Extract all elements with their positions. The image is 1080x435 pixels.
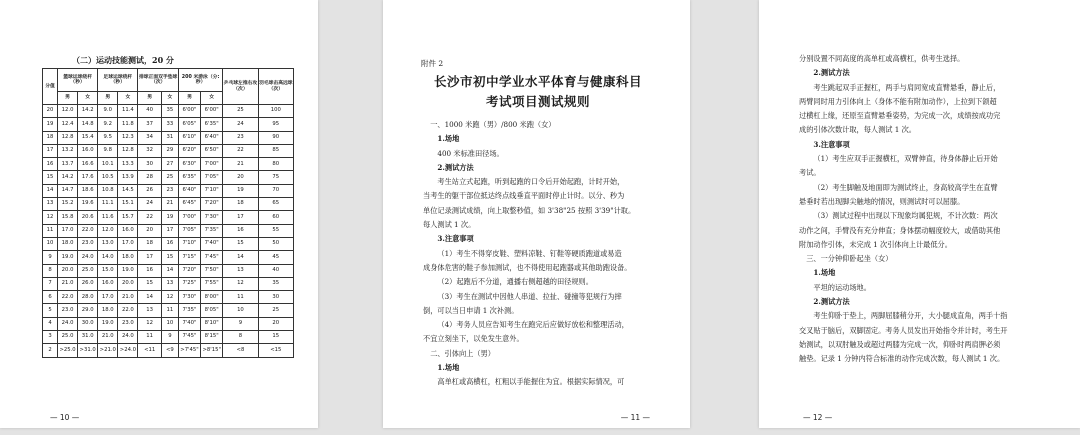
page-10 — [0, 0, 318, 428]
table-cell: 17 — [223, 211, 258, 224]
table-cell: 8 — [223, 331, 258, 344]
section-heading: 2.测试方法 — [813, 297, 850, 307]
table-cell: 15.8 — [58, 211, 78, 224]
text-line: 每人测试 1 次。 — [423, 220, 476, 230]
section-heading: 1.场地 — [437, 363, 460, 373]
table-cell: 7'00" — [201, 158, 223, 171]
header-male: 男 — [138, 92, 161, 105]
table-row — [43, 331, 294, 344]
table-cell: 80 — [258, 158, 293, 171]
table-cell: 24.0 — [78, 251, 98, 264]
text-line: （2）考生脚触及地面即为测试终止，身高较高学生在直臂 — [813, 182, 998, 192]
table-cell: 18.0 — [98, 304, 118, 317]
table-cell: 31 — [161, 131, 178, 144]
table-cell: 7'00" — [178, 211, 200, 224]
table-cell: 20 — [258, 317, 293, 330]
section-heading: 3.注意事项 — [813, 139, 850, 149]
header-volleyball: 排球正面双手垫球（次） — [138, 69, 178, 92]
table-cell: 60 — [258, 211, 293, 224]
score-cell: 15 — [43, 171, 58, 184]
table-cell: 7'45" — [201, 251, 223, 264]
table-cell: 6'35" — [178, 171, 200, 184]
section-heading: 2.测试方法 — [437, 162, 474, 172]
table-cell: 13.9 — [118, 171, 138, 184]
table-cell: 24 — [138, 198, 161, 211]
table-row — [43, 344, 294, 357]
table-cell: 12.0 — [98, 224, 118, 237]
table-cell: 22.0 — [118, 304, 138, 317]
score-cell: 10 — [43, 237, 58, 250]
table-cell: 7'10" — [201, 184, 223, 197]
text-line: （2）起跑后不分道，通播右侧超越的田径规则。 — [437, 277, 593, 287]
text-line: 不宜立刻坐下，以免发生意外。 — [423, 334, 524, 344]
table-cell: 13 — [161, 277, 178, 290]
table-cell: 16 — [223, 224, 258, 237]
table-cell: 30 — [138, 158, 161, 171]
text-line: 高单杠或高横杠，杠粗以手能握住为宜。根据实际情况，可 — [437, 377, 625, 387]
page-11 — [383, 0, 690, 428]
text-line: 考生站立式起跑，听到起跑的口令后开始起跑，计时开始， — [437, 177, 625, 187]
table-cell: 16 — [138, 264, 161, 277]
table-cell: 9 — [161, 331, 178, 344]
table-row — [43, 105, 294, 118]
table-row — [43, 211, 294, 224]
table-cell: 8'05" — [201, 304, 223, 317]
table-cell: 10.5 — [98, 171, 118, 184]
table-row — [43, 171, 294, 184]
table-cell: 9.0 — [98, 105, 118, 118]
table-cell: 8'00" — [201, 291, 223, 304]
table-cell: 12 — [161, 291, 178, 304]
table-cell: 11 — [223, 291, 258, 304]
score-cell: 3 — [43, 331, 58, 344]
table-cell: 19.6 — [78, 198, 98, 211]
table-cell: 12 — [138, 317, 161, 330]
table-cell: 70 — [258, 184, 293, 197]
table-cell: 25 — [161, 171, 178, 184]
score-cell: 9 — [43, 251, 58, 264]
table-cell: 45 — [258, 251, 293, 264]
table-cell: <15 — [258, 344, 293, 357]
text-line: 触垫。记录 1 分钟内符合标准的动作完成次数，每人测试 1 次。 — [799, 354, 1005, 364]
table-cell: 7'45" — [178, 331, 200, 344]
table-cell: 23 — [161, 184, 178, 197]
text-line: 单位记录测试成绩，向上取整秒值，如 3'38"25 按照 3'39"计取。 — [423, 205, 636, 215]
page-12 — [759, 0, 1080, 428]
table-row — [43, 304, 294, 317]
header-female: 女 — [78, 92, 98, 105]
text-line: 倒，可以当日申请 1 次补测。 — [423, 305, 519, 315]
table-cell: 14.2 — [58, 171, 78, 184]
table-row — [43, 144, 294, 157]
table-cell: 21.0 — [98, 331, 118, 344]
table-cell: 12.8 — [118, 144, 138, 157]
table-row — [43, 224, 294, 237]
score-cell: 18 — [43, 131, 58, 144]
score-cell: 5 — [43, 304, 58, 317]
table-cell: 30 — [258, 291, 293, 304]
table-cell: <11 — [138, 344, 161, 357]
text-line: 400 米标准田径场。 — [437, 148, 504, 158]
table-row — [43, 264, 294, 277]
table-cell: 100 — [258, 105, 293, 118]
table-cell: 19 — [161, 211, 178, 224]
table-cell: >8'15" — [201, 344, 223, 357]
table-cell: 12 — [223, 277, 258, 290]
table-cell: 7'10" — [178, 237, 200, 250]
table-cell: >25.0 — [58, 344, 78, 357]
table-cell: 9.8 — [98, 144, 118, 157]
table-cell: 19.0 — [98, 317, 118, 330]
table-cell: 7'20" — [201, 198, 223, 211]
table-cell: 13.3 — [118, 158, 138, 171]
header-table-tennis: 乒乓球左推右攻（次） — [223, 69, 258, 105]
score-cell: 19 — [43, 118, 58, 131]
table-cell: 40 — [138, 105, 161, 118]
table-cell: 22.0 — [78, 224, 98, 237]
table-cell: 6'00" — [178, 105, 200, 118]
table-cell: 6'10" — [178, 131, 200, 144]
table-cell: 29 — [161, 144, 178, 157]
text-line: （4）考务人员应告知考生在跑完后应做好放松和整理活动， — [437, 320, 629, 330]
table-cell: 14.8 — [78, 118, 98, 131]
table-cell: 12.3 — [118, 131, 138, 144]
section-title: （二）运动技能测试，20 分 — [72, 55, 174, 65]
text-line: （1）考生应双手正握横杠，双臂伸直，待身体静止后开始 — [813, 154, 998, 164]
table-cell: 7'20" — [178, 264, 200, 277]
table-cell: 37 — [138, 118, 161, 131]
header-male: 男 — [178, 92, 200, 105]
score-cell: 6 — [43, 291, 58, 304]
text-line: 动作之间，手臂没有充分伸直；身体摆动幅度较大，或借助其他 — [799, 225, 1001, 235]
table-cell: 13.7 — [58, 158, 78, 171]
table-cell: 23.0 — [118, 317, 138, 330]
table-cell: 17.0 — [58, 224, 78, 237]
table-cell: 90 — [258, 131, 293, 144]
table-cell: 15 — [161, 251, 178, 264]
table-cell: 19.0 — [118, 264, 138, 277]
table-cell: 12.8 — [58, 131, 78, 144]
table-cell: 17.0 — [118, 237, 138, 250]
table-cell: 55 — [258, 224, 293, 237]
table-cell: <8 — [223, 344, 258, 357]
score-table — [42, 68, 294, 358]
table-cell: 22.0 — [58, 291, 78, 304]
table-row — [43, 158, 294, 171]
header-male: 男 — [58, 92, 78, 105]
table-cell: 8'15" — [201, 331, 223, 344]
table-cell: 26 — [138, 184, 161, 197]
table-cell: 7'35" — [201, 224, 223, 237]
document-subtitle: 考试项目测试规则 — [485, 94, 590, 109]
score-cell: 12 — [43, 211, 58, 224]
page-number: — 12 — — [803, 413, 833, 422]
header-football: 足球运球绕杆（秒） — [98, 69, 138, 92]
table-cell: 24.0 — [58, 317, 78, 330]
table-cell: 22 — [138, 211, 161, 224]
text-line: 悬垂时若出现脚尖触地的情况，则测试时可以屈膝。 — [799, 196, 965, 206]
table-cell: 11 — [138, 331, 161, 344]
section-heading: 1.场地 — [437, 134, 460, 144]
text-line: 二、引体向上（男） — [430, 348, 495, 358]
table-cell: 6'50" — [201, 144, 223, 157]
table-cell: 21 — [161, 198, 178, 211]
table-cell: 11.8 — [118, 118, 138, 131]
table-cell: 16.6 — [78, 158, 98, 171]
table-cell: 25 — [258, 304, 293, 317]
table-cell: 14.5 — [118, 184, 138, 197]
text-line: 当考生的躯干部位抵达终点线垂直平面时停止计时。以分、秒为 — [423, 191, 625, 201]
text-line: 两臂同时用力引体向上（身体不能有附加动作），上拉到下颌超 — [799, 96, 997, 106]
table-cell: 8'10" — [201, 317, 223, 330]
score-cell: 20 — [43, 105, 58, 118]
table-cell: 16.0 — [78, 144, 98, 157]
table-row — [43, 237, 294, 250]
table-row — [43, 184, 294, 197]
table-cell: 15 — [258, 331, 293, 344]
table-row — [43, 317, 294, 330]
page-body — [423, 118, 658, 390]
header-swimming: 200 米游泳（分:秒） — [178, 69, 222, 92]
table-cell: 20.0 — [118, 277, 138, 290]
table-cell: 65 — [258, 198, 293, 211]
text-line: 交叉贴于脑后，双脚固定。考务人员发出开始指令并计时，考生开 — [799, 325, 1008, 335]
table-cell: 7'30" — [201, 211, 223, 224]
table-cell: 13 — [223, 264, 258, 277]
table-cell: 9 — [223, 317, 258, 330]
table-cell: 23.0 — [58, 304, 78, 317]
table-cell: 9.2 — [98, 118, 118, 131]
table-cell: 20 — [223, 171, 258, 184]
table-cell: 40 — [258, 264, 293, 277]
table-cell: 14.2 — [78, 105, 98, 118]
table-cell: 20 — [138, 224, 161, 237]
attachment-label: 附件 2 — [421, 59, 444, 68]
table-cell: 11.6 — [98, 211, 118, 224]
table-cell: 24.0 — [118, 331, 138, 344]
table-cell: 24 — [223, 118, 258, 131]
table-cell: 14 — [223, 251, 258, 264]
text-line: 三、一分钟仰卧起坐（女） — [806, 254, 893, 264]
table-cell: 50 — [258, 237, 293, 250]
table-cell: 6'45" — [178, 198, 200, 211]
score-cell: 17 — [43, 144, 58, 157]
table-cell: 7'40" — [178, 317, 200, 330]
table-cell: 29.0 — [78, 304, 98, 317]
table-cell: 11.4 — [118, 105, 138, 118]
table-cell: 20.6 — [78, 211, 98, 224]
header-female: 女 — [201, 92, 223, 105]
score-cell: 7 — [43, 277, 58, 290]
table-cell: 6'20" — [178, 144, 200, 157]
table-cell: 9.5 — [98, 131, 118, 144]
table-cell: 31.0 — [78, 331, 98, 344]
table-cell: 13.2 — [58, 144, 78, 157]
table-cell: 11 — [161, 304, 178, 317]
header-basketball: 篮球运球绕杆（秒） — [58, 69, 98, 92]
table-cell: 18 — [223, 198, 258, 211]
section-heading: 2.测试方法 — [813, 68, 850, 78]
table-cell: 21.0 — [118, 291, 138, 304]
table-cell: 15.0 — [98, 264, 118, 277]
table-cell: >31.0 — [78, 344, 98, 357]
table-cell: 6'30" — [178, 158, 200, 171]
table-cell: 25.0 — [58, 331, 78, 344]
page-number: — 11 — — [620, 413, 650, 422]
table-cell: 23 — [223, 131, 258, 144]
header-female: 女 — [118, 92, 138, 105]
table-cell: 15 — [223, 237, 258, 250]
table-cell: 33 — [161, 118, 178, 131]
table-cell: 7'40" — [201, 237, 223, 250]
header-score: 分值 — [43, 69, 58, 105]
table-cell: 12.0 — [58, 105, 78, 118]
table-cell: 35 — [258, 277, 293, 290]
text-line: 一、1000 米跑（男）/800 米跑（女） — [430, 120, 556, 129]
score-cell: 14 — [43, 184, 58, 197]
table-cell: 23.0 — [78, 237, 98, 250]
table-cell: 16.0 — [118, 224, 138, 237]
header-badminton: 羽毛球击高远球（次） — [258, 69, 293, 105]
table-cell: 14.7 — [58, 184, 78, 197]
table-cell: 35 — [161, 105, 178, 118]
table-cell: 10.8 — [98, 184, 118, 197]
table-cell: 30.0 — [78, 317, 98, 330]
table-cell: 18.0 — [58, 237, 78, 250]
table-cell: 32 — [138, 144, 161, 157]
table-cell: 17 — [138, 251, 161, 264]
table-cell: 7'55" — [201, 277, 223, 290]
text-line: 始测试，以双肘触及或超过两膝为完成一次，仰卧时两肩胛必须 — [799, 339, 1001, 349]
table-cell: 19 — [223, 184, 258, 197]
text-line: 考试。 — [799, 168, 821, 178]
table-cell: 15 — [138, 277, 161, 290]
table-cell: >21.0 — [98, 344, 118, 357]
table-cell: 27 — [161, 158, 178, 171]
table-cell: 20.0 — [58, 264, 78, 277]
text-line: 考生仰卧于垫上，两脚屈膝稍分开，大小腿成直角，两手十指 — [813, 311, 1008, 321]
table-cell: 7'35" — [178, 304, 200, 317]
text-line: 成身体危害的鞋子参加测试，也不得使用起跑器或其他助跑设备。 — [423, 262, 632, 272]
table-header — [43, 69, 294, 105]
table-cell: 14 — [161, 264, 178, 277]
table-cell: >7'45" — [178, 344, 200, 357]
section-heading: 3.注意事项 — [437, 234, 474, 244]
table-row — [43, 277, 294, 290]
table-cell: 34 — [138, 131, 161, 144]
table-cell: 75 — [258, 171, 293, 184]
section-heading: 1.场地 — [813, 268, 836, 278]
table-cell: 14.0 — [98, 251, 118, 264]
score-cell: 11 — [43, 224, 58, 237]
text-line: （1）考生不得穿皮鞋、塑料凉鞋、钉鞋等硬质跑道或易造 — [437, 248, 622, 258]
text-line: 分别设置不同高度的高单杠或高横杠，供考生选择。 — [799, 54, 965, 63]
table-cell: 13.0 — [98, 237, 118, 250]
score-cell: 4 — [43, 317, 58, 330]
table-cell: 18.6 — [78, 184, 98, 197]
table-row — [43, 291, 294, 304]
header-male: 男 — [98, 92, 118, 105]
table-cell: 19.0 — [58, 251, 78, 264]
score-cell: 2 — [43, 344, 58, 357]
table-row — [43, 198, 294, 211]
table-cell: 22 — [223, 144, 258, 157]
table-cell: 28.0 — [78, 291, 98, 304]
table-cell: 14 — [138, 291, 161, 304]
table-cell: 6'00" — [201, 105, 223, 118]
table-cell: 18 — [138, 237, 161, 250]
score-cell: 13 — [43, 198, 58, 211]
table-cell: 21.0 — [58, 277, 78, 290]
text-line: （3）测试过程中出现以下现象均属犯规，不计次数：两次 — [813, 211, 998, 221]
text-line: 附加动作引体，未完成 1 次引体向上计最低分。 — [799, 239, 952, 249]
page-body — [799, 52, 1057, 367]
table-cell: 7'05" — [178, 224, 200, 237]
header-female: 女 — [161, 92, 178, 105]
table-cell: 16 — [161, 237, 178, 250]
page-number: — 10 — — [50, 413, 80, 422]
table-row — [43, 118, 294, 131]
table-cell: <9 — [161, 344, 178, 357]
text-line: 平坦的运动场地。 — [813, 282, 871, 292]
table-row — [43, 131, 294, 144]
table-cell: 13 — [138, 304, 161, 317]
text-line: 考生跳起双手正握杠，两手与肩同宽成直臂悬垂，静止后， — [813, 82, 1001, 92]
table-cell: 15.4 — [78, 131, 98, 144]
table-cell: 95 — [258, 118, 293, 131]
table-row — [43, 251, 294, 264]
table-cell: 7'50" — [201, 264, 223, 277]
table-cell: 7'25" — [178, 277, 200, 290]
text-line: 成的引体次数计取，每人测试 1 次。 — [799, 125, 916, 135]
table-cell: 15.7 — [118, 211, 138, 224]
score-cell: 8 — [43, 264, 58, 277]
table-body — [43, 105, 294, 358]
table-cell: 17.0 — [98, 291, 118, 304]
table-cell: 17 — [161, 224, 178, 237]
table-cell: 10 — [161, 317, 178, 330]
table-cell: 6'35" — [201, 118, 223, 131]
table-cell: 6'40" — [178, 184, 200, 197]
table-cell: 16.0 — [98, 277, 118, 290]
text-line: （3）考生在测试中因他人串道、拉扯、碰撞等犯规行为摔 — [437, 291, 622, 301]
table-cell: 7'15" — [178, 251, 200, 264]
table-cell: 10 — [223, 304, 258, 317]
table-cell: 26.0 — [78, 277, 98, 290]
table-cell: 7'30" — [178, 291, 200, 304]
table-cell: 6'05" — [178, 118, 200, 131]
score-cell: 16 — [43, 158, 58, 171]
table-cell: 10.1 — [98, 158, 118, 171]
table-cell: 25.0 — [78, 264, 98, 277]
text-line: 过横杠上缘，还原至直臂悬垂姿势，为完成一次，成绩按成功完 — [799, 111, 1001, 121]
table-cell: 85 — [258, 144, 293, 157]
table-cell: 17.6 — [78, 171, 98, 184]
table-cell: 21 — [223, 158, 258, 171]
table-cell: 7'05" — [201, 171, 223, 184]
table-cell: 15.2 — [58, 198, 78, 211]
table-cell: >24.0 — [118, 344, 138, 357]
table-cell: 25 — [223, 105, 258, 118]
table-cell: 15.1 — [118, 198, 138, 211]
table-cell: 18.0 — [118, 251, 138, 264]
document-title: 长沙市初中学业水平体育与健康科目 — [433, 74, 642, 89]
table-cell: 12.4 — [58, 118, 78, 131]
table-cell: 28 — [138, 171, 161, 184]
table-cell: 11.1 — [98, 198, 118, 211]
table-cell: 6'40" — [201, 131, 223, 144]
